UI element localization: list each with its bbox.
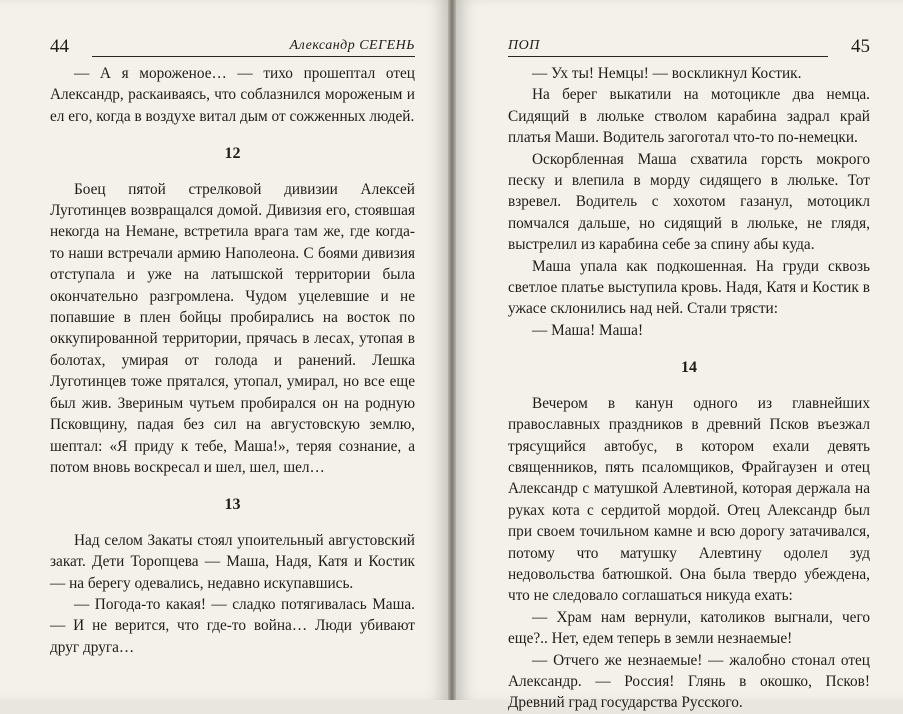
book-spine-gutter — [448, 0, 456, 700]
left-header-rule — [92, 56, 415, 57]
chapter-number: 13 — [224, 496, 241, 514]
paragraph: Над селом Закаты стоял упоительный августовский закат. Дети Торопцева — Маша, Надя, Катя и Костик — на берегу одевались, недавно искупавшись. — [50, 531, 415, 592]
paragraph: Вечером в канун одного из главнейших православных праздников в древний Псков въезжал трясущийся автобус, в котором ехали девять священников, пять псаломщиков, Фрайгаузен и отец Александр с матушкой Алевтиной, которая держала на руках кота с сердитой мордой. Отец Александр был при своем точильном камне и всю дорогу затачивался, потому что матушку Алевтину одолел зуд недовольства батюшкой. Она была твердо убеждена, что не следовало соглашаться никуда ехать: — [508, 394, 870, 605]
paragraph: — Храм нам вернули, католиков выгнали, чего еще?.. Нет, едем теперь в земли незнаемые! — [508, 608, 870, 648]
left-page — [0, 0, 448, 700]
right-page-number: 45 — [851, 36, 870, 57]
left-page-header — [50, 36, 415, 60]
paragraph: Боец пятой стрелковой дивизии Алексей Луготинцев возвращался домой. Дивизия его, стоявшая некогда на Немане, встретила врага там же, где когда-то наши встречали армию Наполеона. С боями дивизия отступала и уже на латышской территории была окончательно разгромлена. Чудом уцелевшие и не попавшие в плен бойцы пробирались на восток по оккупированной территории, прячась в лесах, утопая в болотах, умирая от голода и ранений. Лешка Луготинцев тоже прятался, утопал, умирал, но все еще был жив. Звериным чутьем пробирался он на родную Псковщину, падая без сил на августовскую землю, шептал: «Я приду к тебе, Маша!», теряя сознание, а потом вновь воскресал и шел, шел, шел… — [50, 180, 415, 476]
paragraph: — Ух ты! Немцы! — воскликнул Костик. — [532, 65, 802, 82]
paragraph: — Отчего же незнаемые! — жалобно стонал отец Александр. — Россия! Глянь в окошко, Псков! Древний град государства Русского. — [508, 651, 870, 712]
left-running-head: Александр СЕГЕНЬ — [289, 38, 415, 53]
chapter-number: 14 — [681, 359, 697, 377]
right-page-header — [508, 36, 870, 60]
left-page-text — [50, 63, 415, 658]
paragraph: — Погода-то какая! — сладко потягивалась Маша. — И не верится, что где-то война… Люди убивают друг друга… — [50, 595, 415, 656]
paragraph: — Маша! Маша! — [532, 321, 644, 339]
right-page-text — [508, 63, 870, 714]
right-header-rule — [508, 56, 828, 57]
paragraph: Оскорбленная Маша схватила горсть мокрого песку и влепила в морду сидящего в люльке. Тот взревел. Водитель с хохотом газанул, мотоцикл помчался дальше, но сидящий в люльке, не глядя, выстрелил из карабина себе за спину абы куда. — [508, 150, 870, 254]
left-page-number: 44 — [50, 36, 69, 57]
chapter-number: 12 — [224, 145, 241, 163]
paragraph: Маша упала как подкошенная. На груди сквозь светлое платье выступила кровь. Надя, Катя и Костик в ужасе склонились над ней. Стали трясти: — [508, 257, 870, 318]
right-running-head: ПОП — [508, 38, 540, 53]
paragraph: На берег выкатили на мотоцикле два немца. Сидящий в люльке стволом карабина задрал край платья Маши. Водитель загоготал что-то по-немецки. — [508, 86, 870, 147]
paragraph: — А я мороженое… — тихо прошептал отец Александр, раскаиваясь, что соблазнился мороженым и ел его, когда в воздухе витал дым от сожженных людей. — [50, 65, 415, 125]
right-page — [456, 0, 903, 712]
